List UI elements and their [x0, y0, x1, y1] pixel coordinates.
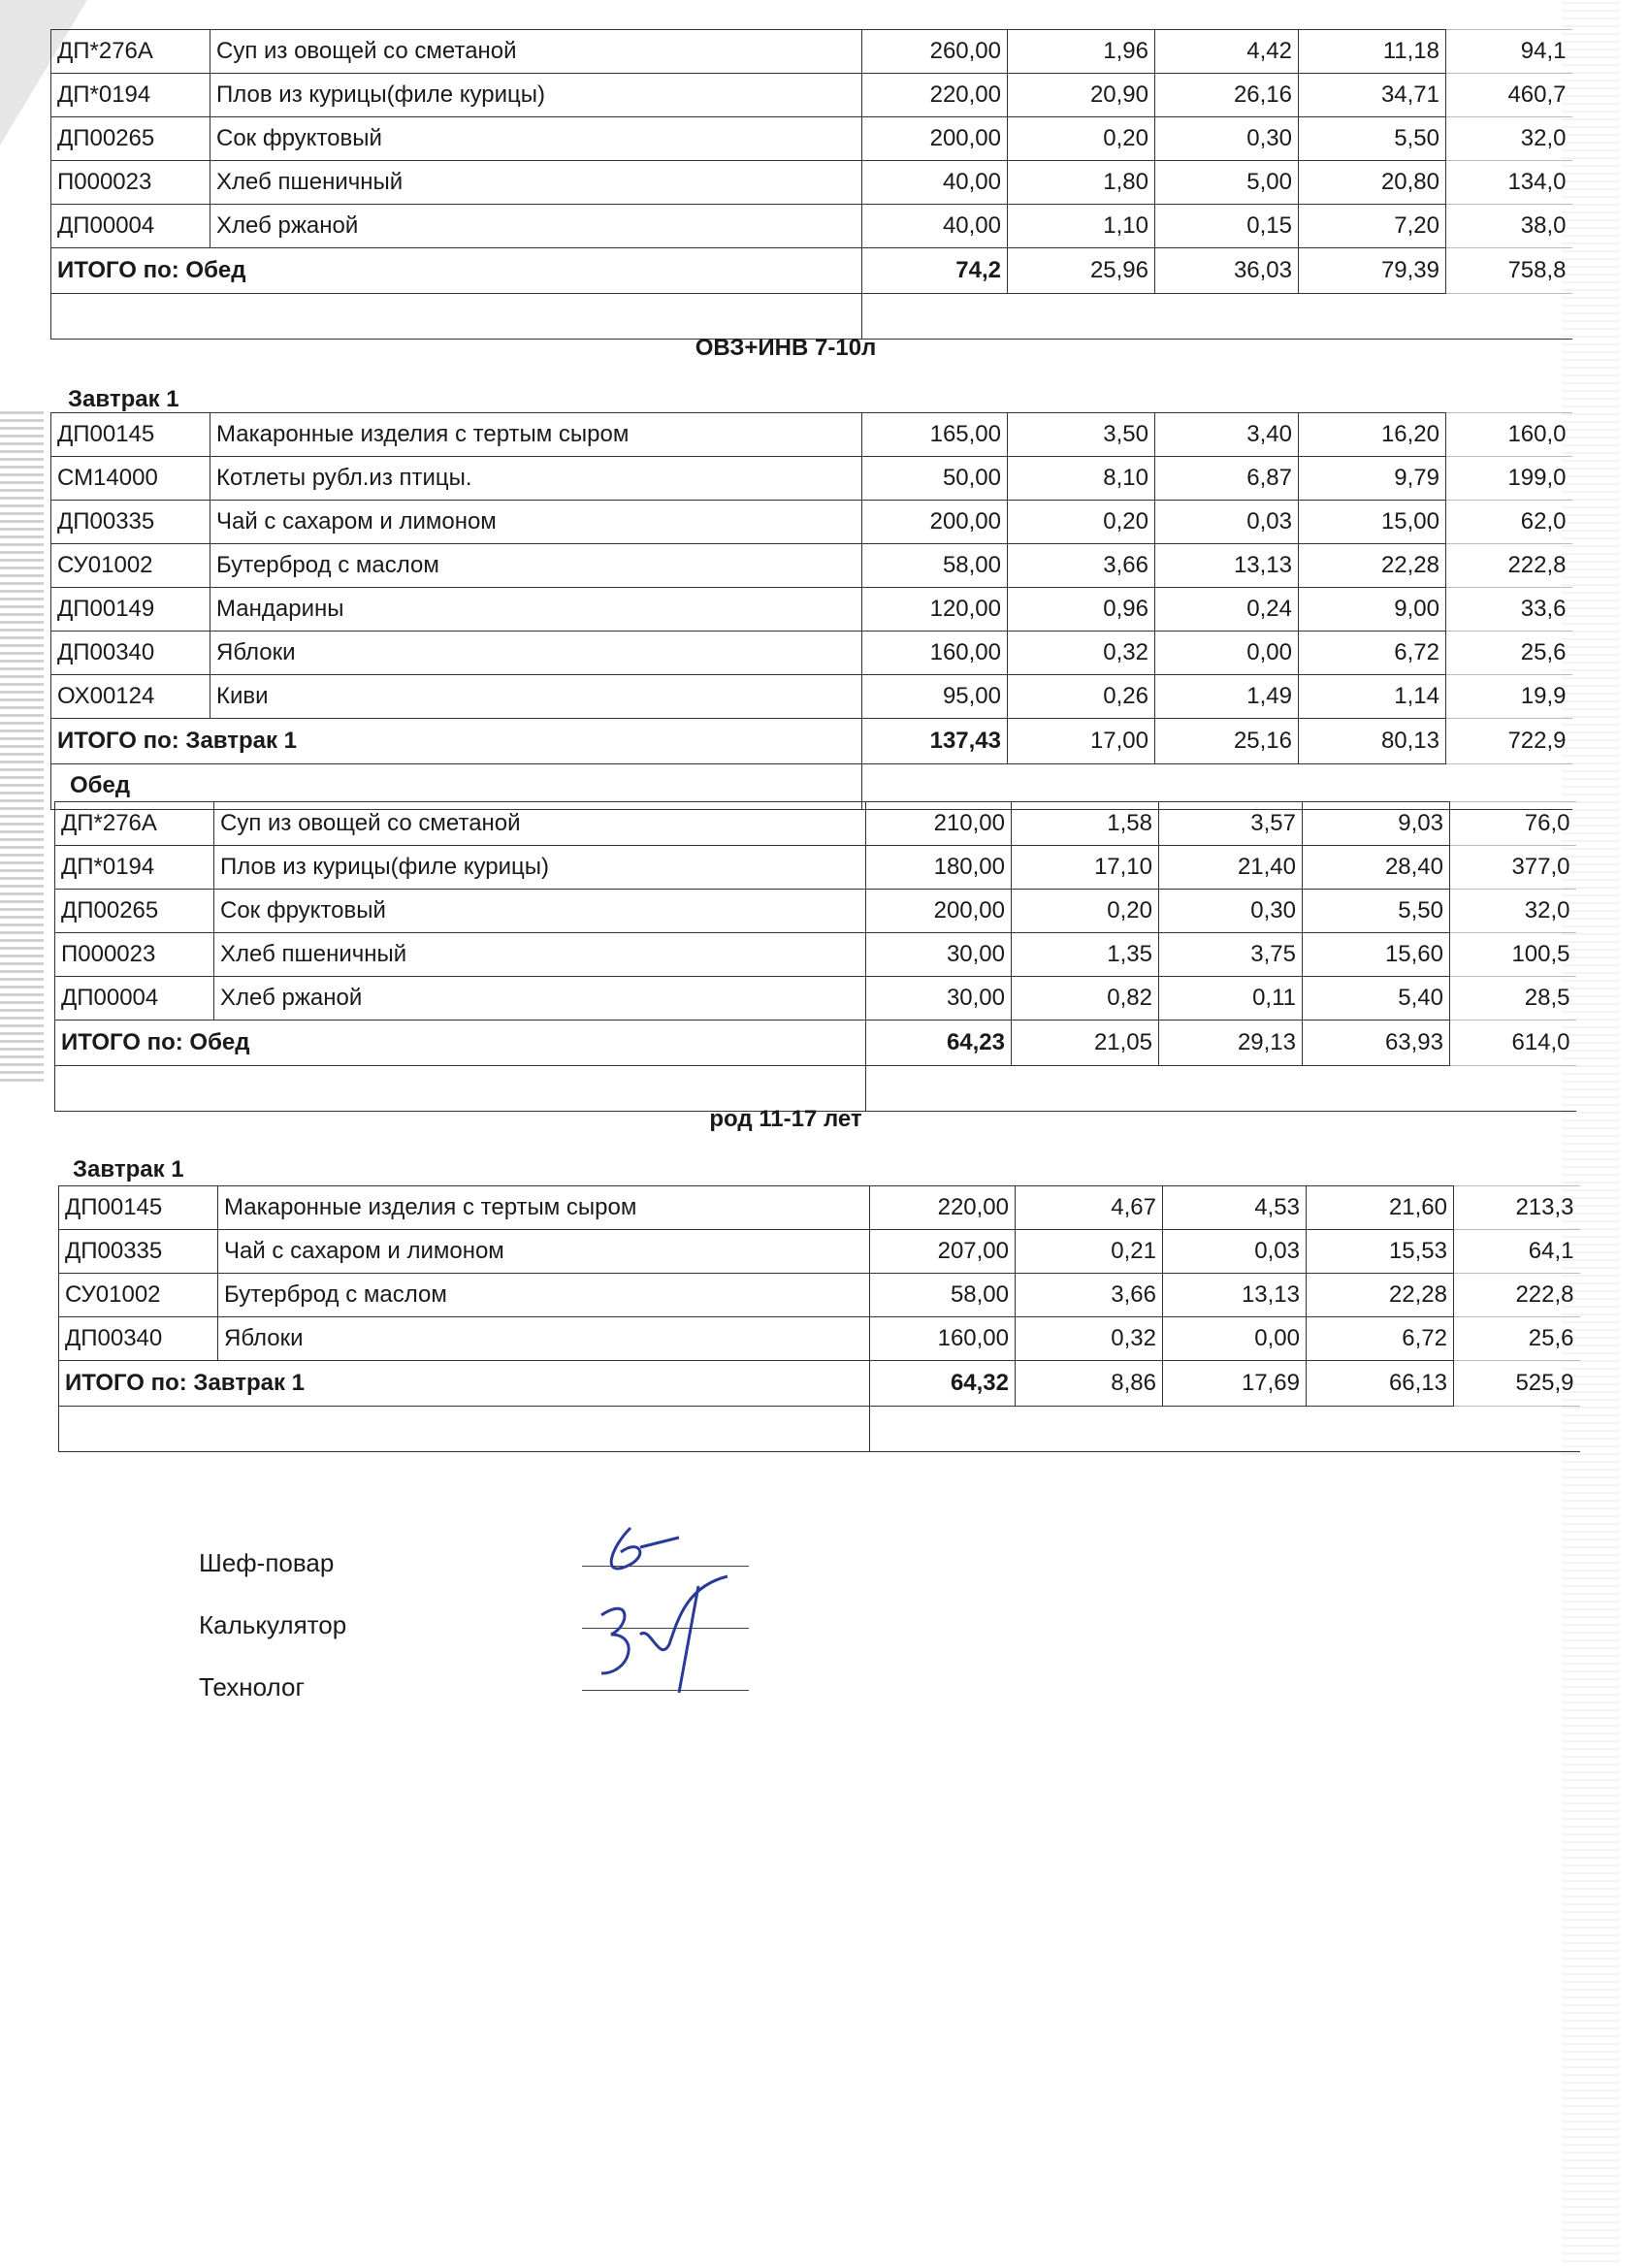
nutrition-table [50, 29, 1572, 340]
calories-cell: 25,6 [1454, 1317, 1580, 1361]
section-title: ОВЗ+ИНВ 7-10л [695, 335, 877, 361]
total-weight: 64,23 [866, 1021, 1012, 1066]
dish-name-cell: Суп из овощей со сметаной [210, 30, 862, 74]
dish-code-cell: ДП*276А [55, 802, 214, 846]
total-proteins: 25,96 [1008, 248, 1155, 294]
calories-cell: 160,0 [1446, 413, 1572, 457]
weight-cell: 40,00 [862, 161, 1008, 205]
weight-cell: 260,00 [862, 30, 1008, 74]
calories-cell: 62,0 [1446, 501, 1572, 544]
weight-cell: 160,00 [862, 632, 1008, 675]
dish-code-cell: ДП00149 [51, 588, 210, 632]
calories-cell: 32,0 [1450, 890, 1576, 933]
total-fats: 25,16 [1155, 719, 1299, 764]
table-row [55, 933, 1576, 977]
calories-cell: 222,8 [1454, 1274, 1580, 1317]
dish-code-cell: П000023 [55, 933, 214, 977]
calories-cell: 213,3 [1454, 1186, 1580, 1230]
dish-name-cell: Хлеб ржаной [210, 205, 862, 248]
table-row [59, 1317, 1580, 1361]
table-row [59, 1186, 1580, 1230]
fats-cell: 3,75 [1159, 933, 1303, 977]
fats-cell: 13,13 [1155, 544, 1299, 588]
total-weight: 74,2 [862, 248, 1008, 294]
dish-code-cell: ДП*276А [51, 30, 210, 74]
dish-name-cell: Хлеб пшеничный [210, 161, 862, 205]
dish-name-cell: Макаронные изделия с тертым сыром [218, 1186, 870, 1230]
proteins-cell: 0,21 [1016, 1230, 1163, 1274]
total-proteins: 21,05 [1012, 1021, 1159, 1066]
table-row [51, 74, 1572, 117]
empty-row [55, 1066, 1576, 1112]
dish-code-cell: ДП00265 [55, 890, 214, 933]
calories-cell: 25,6 [1446, 632, 1572, 675]
calories-cell: 64,1 [1454, 1230, 1580, 1274]
weight-cell: 30,00 [866, 977, 1012, 1021]
carbs-cell: 22,28 [1307, 1274, 1454, 1317]
proteins-cell: 20,90 [1008, 74, 1155, 117]
proteins-cell: 0,20 [1012, 890, 1159, 933]
calories-cell: 222,8 [1446, 544, 1572, 588]
fats-cell: 26,16 [1155, 74, 1299, 117]
meal-title: Обед [70, 772, 131, 798]
fats-cell: 0,00 [1155, 632, 1299, 675]
carbs-cell: 15,00 [1299, 501, 1446, 544]
carbs-cell: 7,20 [1299, 205, 1446, 248]
calories-cell: 19,9 [1446, 675, 1572, 719]
proteins-cell: 8,10 [1008, 457, 1155, 501]
fats-cell: 0,15 [1155, 205, 1299, 248]
calories-cell: 134,0 [1446, 161, 1572, 205]
dish-name-cell: Сок фруктовый [214, 890, 866, 933]
proteins-cell: 0,32 [1008, 632, 1155, 675]
fats-cell: 0,03 [1155, 501, 1299, 544]
total-label: ИТОГО по: Завтрак 1 [51, 719, 862, 764]
dish-name-cell: Мандарины [210, 588, 862, 632]
carbs-cell: 1,14 [1299, 675, 1446, 719]
fats-cell: 0,24 [1155, 588, 1299, 632]
section-title: род 11-17 лет [709, 1106, 862, 1132]
carbs-cell: 20,80 [1299, 161, 1446, 205]
total-row [51, 719, 1572, 764]
dish-code-cell: СУ01002 [51, 544, 210, 588]
carbs-cell: 15,53 [1307, 1230, 1454, 1274]
dish-name-cell: Киви [210, 675, 862, 719]
section-3 [58, 1185, 1591, 1452]
dish-code-cell: ДП00145 [51, 413, 210, 457]
fats-cell: 0,11 [1159, 977, 1303, 1021]
carbs-cell: 6,72 [1307, 1317, 1454, 1361]
empty-row [59, 1407, 1580, 1452]
dish-name-cell: Хлеб ржаной [214, 977, 866, 1021]
table-row [51, 588, 1572, 632]
weight-cell: 207,00 [870, 1230, 1016, 1274]
total-label: ИТОГО по: Завтрак 1 [59, 1361, 870, 1407]
weight-cell: 160,00 [870, 1317, 1016, 1361]
dish-name-cell: Макаронные изделия с тертым сыром [210, 413, 862, 457]
calories-cell: 199,0 [1446, 457, 1572, 501]
dish-name-cell: Чай с сахаром и лимоном [218, 1230, 870, 1274]
total-carbs: 80,13 [1299, 719, 1446, 764]
carbs-cell: 5,50 [1299, 117, 1446, 161]
carbs-cell: 34,71 [1299, 74, 1446, 117]
calories-cell: 460,7 [1446, 74, 1572, 117]
dish-code-cell: ДП00265 [51, 117, 210, 161]
table-row [55, 846, 1576, 890]
total-row [55, 1021, 1576, 1066]
section-0 [50, 29, 1583, 340]
section-2 [54, 801, 1587, 1112]
dish-code-cell: ДП00335 [59, 1230, 218, 1274]
signature-label-technologist: Технолог [199, 1672, 305, 1701]
fats-cell: 13,13 [1163, 1274, 1307, 1317]
carbs-cell: 22,28 [1299, 544, 1446, 588]
dish-name-cell: Яблоки [210, 632, 862, 675]
calories-cell: 377,0 [1450, 846, 1576, 890]
table-row [51, 117, 1572, 161]
total-weight: 137,43 [862, 719, 1008, 764]
table-row [51, 544, 1572, 588]
carbs-cell: 9,03 [1303, 802, 1450, 846]
table-row [59, 1230, 1580, 1274]
dish-name-cell: Котлеты рубл.из птицы. [210, 457, 862, 501]
dish-name-cell: Яблоки [218, 1317, 870, 1361]
total-fats: 17,69 [1163, 1361, 1307, 1407]
carbs-cell: 15,60 [1303, 933, 1450, 977]
carbs-cell: 16,20 [1299, 413, 1446, 457]
dish-name-cell: Суп из овощей со сметаной [214, 802, 866, 846]
fats-cell: 4,53 [1163, 1186, 1307, 1230]
dish-code-cell: ДП*0194 [51, 74, 210, 117]
total-proteins: 17,00 [1008, 719, 1155, 764]
section-1 [50, 412, 1583, 810]
dish-code-cell: ОХ00124 [51, 675, 210, 719]
empty-cell [870, 1407, 1580, 1452]
carbs-cell: 6,72 [1299, 632, 1446, 675]
dish-name-cell: Чай с сахаром и лимоном [210, 501, 862, 544]
dish-code-cell: СУ01002 [59, 1274, 218, 1317]
total-carbs: 66,13 [1307, 1361, 1454, 1407]
dish-code-cell: П000023 [51, 161, 210, 205]
dish-code-cell: СМ14000 [51, 457, 210, 501]
table-row [51, 675, 1572, 719]
total-weight: 64,32 [870, 1361, 1016, 1407]
weight-cell: 50,00 [862, 457, 1008, 501]
proteins-cell: 0,32 [1016, 1317, 1163, 1361]
dish-name-cell: Плов из курицы(филе курицы) [210, 74, 862, 117]
calories-cell: 76,0 [1450, 802, 1576, 846]
total-fats: 29,13 [1159, 1021, 1303, 1066]
weight-cell: 58,00 [862, 544, 1008, 588]
nutrition-table [50, 412, 1572, 810]
weight-cell: 200,00 [866, 890, 1012, 933]
proteins-cell: 1,80 [1008, 161, 1155, 205]
fats-cell: 0,03 [1163, 1230, 1307, 1274]
carbs-cell: 11,18 [1299, 30, 1446, 74]
total-proteins: 8,86 [1016, 1361, 1163, 1407]
table-row [59, 1274, 1580, 1317]
empty-cell [866, 1066, 1576, 1112]
total-carbs: 79,39 [1299, 248, 1446, 294]
table-row [55, 977, 1576, 1021]
total-calories: 614,0 [1450, 1021, 1576, 1066]
signature-label-calculator: Калькулятор [199, 1610, 347, 1639]
fats-cell: 1,49 [1155, 675, 1299, 719]
dish-name-cell: Бутерброд с маслом [210, 544, 862, 588]
calories-cell: 100,5 [1450, 933, 1576, 977]
proteins-cell: 4,67 [1016, 1186, 1163, 1230]
total-label: ИТОГО по: Обед [51, 248, 862, 294]
proteins-cell: 0,96 [1008, 588, 1155, 632]
proteins-cell: 0,82 [1012, 977, 1159, 1021]
proteins-cell: 1,58 [1012, 802, 1159, 846]
carbs-cell: 9,00 [1299, 588, 1446, 632]
table-row [55, 802, 1576, 846]
proteins-cell: 3,66 [1008, 544, 1155, 588]
calories-cell: 38,0 [1446, 205, 1572, 248]
calories-cell: 33,6 [1446, 588, 1572, 632]
dish-code-cell: ДП00340 [59, 1317, 218, 1361]
meal-title: Завтрак 1 [73, 1156, 184, 1183]
total-row [59, 1361, 1580, 1407]
handwritten-signature [572, 1508, 757, 1702]
weight-cell: 58,00 [870, 1274, 1016, 1317]
total-calories: 525,9 [1454, 1361, 1580, 1407]
carbs-cell: 28,40 [1303, 846, 1450, 890]
fats-cell: 0,00 [1163, 1317, 1307, 1361]
weight-cell: 40,00 [862, 205, 1008, 248]
weight-cell: 200,00 [862, 501, 1008, 544]
carbs-cell: 5,40 [1303, 977, 1450, 1021]
total-label: ИТОГО по: Обед [55, 1021, 866, 1066]
total-carbs: 63,93 [1303, 1021, 1450, 1066]
dish-code-cell: ДП00340 [51, 632, 210, 675]
weight-cell: 120,00 [862, 588, 1008, 632]
nutrition-table [54, 801, 1576, 1112]
calories-cell: 28,5 [1450, 977, 1576, 1021]
empty-cell [51, 294, 862, 340]
table-row [51, 632, 1572, 675]
weight-cell: 30,00 [866, 933, 1012, 977]
proteins-cell: 0,20 [1008, 501, 1155, 544]
table-row [51, 413, 1572, 457]
dish-code-cell: ДП00335 [51, 501, 210, 544]
empty-cell [59, 1407, 870, 1452]
dish-code-cell: ДП*0194 [55, 846, 214, 890]
proteins-cell: 1,96 [1008, 30, 1155, 74]
fats-cell: 4,42 [1155, 30, 1299, 74]
carbs-cell: 9,79 [1299, 457, 1446, 501]
total-fats: 36,03 [1155, 248, 1299, 294]
proteins-cell: 3,66 [1016, 1274, 1163, 1317]
proteins-cell: 17,10 [1012, 846, 1159, 890]
weight-cell: 220,00 [870, 1186, 1016, 1230]
weight-cell: 95,00 [862, 675, 1008, 719]
dish-name-cell: Сок фруктовый [210, 117, 862, 161]
carbs-cell: 21,60 [1307, 1186, 1454, 1230]
fats-cell: 5,00 [1155, 161, 1299, 205]
calories-cell: 94,1 [1446, 30, 1572, 74]
dish-code-cell: ДП00004 [51, 205, 210, 248]
fats-cell: 0,30 [1155, 117, 1299, 161]
carbs-cell: 5,50 [1303, 890, 1450, 933]
proteins-cell: 0,26 [1008, 675, 1155, 719]
empty-row [51, 294, 1572, 340]
calories-cell: 32,0 [1446, 117, 1572, 161]
fats-cell: 21,40 [1159, 846, 1303, 890]
table-row [55, 890, 1576, 933]
table-row [51, 501, 1572, 544]
dish-name-cell: Хлеб пшеничный [214, 933, 866, 977]
weight-cell: 220,00 [862, 74, 1008, 117]
proteins-cell: 1,10 [1008, 205, 1155, 248]
table-row [51, 161, 1572, 205]
table-row [51, 205, 1572, 248]
scan-artifact [0, 407, 44, 1086]
empty-cell [862, 294, 1572, 340]
dish-code-cell: ДП00145 [59, 1186, 218, 1230]
dish-code-cell: ДП00004 [55, 977, 214, 1021]
proteins-cell: 3,50 [1008, 413, 1155, 457]
signature-label-chef: Шеф-повар [199, 1548, 335, 1577]
total-calories: 758,8 [1446, 248, 1572, 294]
fats-cell: 3,57 [1159, 802, 1303, 846]
fats-cell: 0,30 [1159, 890, 1303, 933]
nutrition-table [58, 1185, 1580, 1452]
total-calories: 722,9 [1446, 719, 1572, 764]
proteins-cell: 0,20 [1008, 117, 1155, 161]
fats-cell: 3,40 [1155, 413, 1299, 457]
weight-cell: 165,00 [862, 413, 1008, 457]
weight-cell: 200,00 [862, 117, 1008, 161]
total-row [51, 248, 1572, 294]
weight-cell: 210,00 [866, 802, 1012, 846]
empty-cell [55, 1066, 866, 1112]
fats-cell: 6,87 [1155, 457, 1299, 501]
weight-cell: 180,00 [866, 846, 1012, 890]
dish-name-cell: Бутерброд с маслом [218, 1274, 870, 1317]
dish-name-cell: Плов из курицы(филе курицы) [214, 846, 866, 890]
table-row [51, 30, 1572, 74]
proteins-cell: 1,35 [1012, 933, 1159, 977]
table-row [51, 457, 1572, 501]
meal-title: Завтрак 1 [68, 386, 179, 412]
